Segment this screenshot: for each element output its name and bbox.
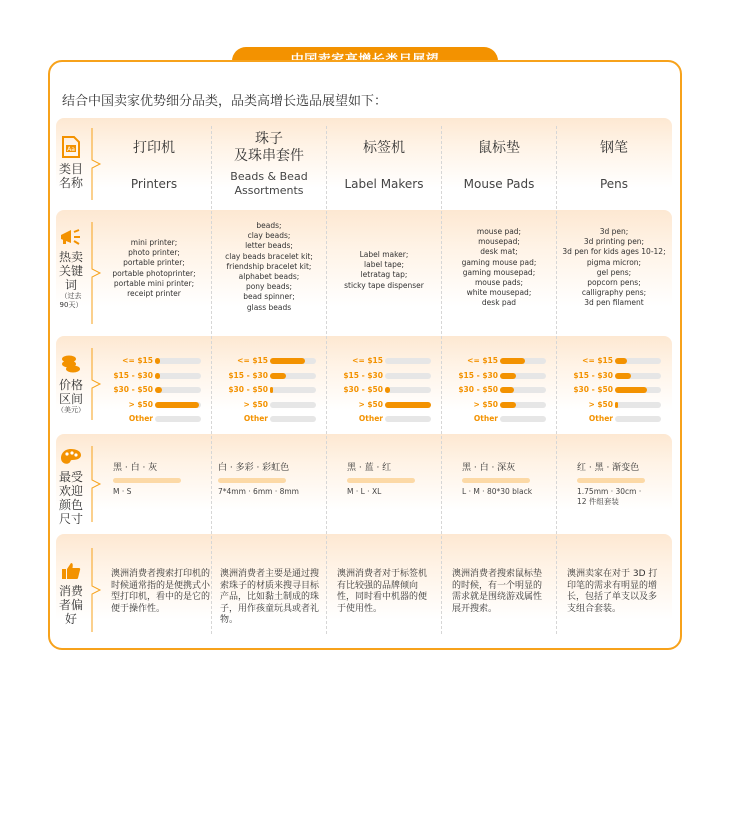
coins-icon [60,354,82,374]
color-bar [577,478,645,483]
price-range-label: $15 - $30 [228,370,268,380]
price-range-label: Other [358,414,383,423]
price-range-row [442,414,556,429]
category-name-en: Pens [599,177,629,191]
price-bar-track [385,402,431,408]
price-range-label: Other [588,414,613,423]
keyword-list: beads; clay beads; letter beads; clay beads bracelet kit; friendship bracelet kit; alphabet beads; pony beads; bead spinner; glass beads [225,221,313,312]
price-range-label: Other [473,414,498,423]
price-bar-track [385,373,431,379]
price-bar-fill [500,373,516,379]
preference-text: 澳洲消费者搜索鼠标垫的时候，有一个明显的需求就是围绕游戏属性展开搜索。 [452,569,543,614]
price-range-label: > $50 [358,399,383,409]
price-range-row [327,371,441,386]
price-range-label: $30 - $50 [228,385,268,394]
price-bar-track [500,402,546,408]
price-bar-track [500,358,546,364]
price-range-label: > $50 [243,399,268,409]
price-bar-fill [615,402,618,408]
price-range-label: $15 - $30 [573,370,613,380]
price-bar-fill [385,387,390,393]
color-bar [218,478,286,483]
price-bar-track [500,416,546,422]
price-bar-fill [500,358,525,364]
price-range-label: Other [243,414,268,423]
category-name-en: Mouse Pads [463,177,535,191]
price-range-row [97,400,211,415]
price-bar-fill [155,358,160,364]
price-bar-track [500,373,546,379]
price-range-label: $30 - $50 [573,385,613,394]
price-bar-fill [270,387,273,393]
price-bar-track [270,402,316,408]
price-range-row [442,371,556,386]
price-bar-track [155,358,201,364]
preference-text: 澳洲消费者对于标签机有比较强的品牌倾向性，同时看中机器的便于使用性。 [337,569,428,614]
colors-sizes: 白 · 多彩 · 彩虹色 7*4mm · 6mm · 8mm [218,463,299,496]
price-bar-track [155,416,201,422]
chevron-right-icon [90,444,104,524]
document-aa-icon [61,136,81,158]
price-bar-track [385,387,431,393]
category-name-en: Label Makers [344,177,424,191]
price-bar-track [615,402,661,408]
category-name-en: Beads & Bead Assortments [230,170,308,197]
colors-sizes: 黑 · 白 · 灰 M · S [105,463,211,497]
price-bar-fill [615,358,627,364]
chevron-right-icon [90,546,104,634]
price-bar-track [155,387,201,393]
keyword-list: mini printer; photo printer; portable printer; portable photoprinter; portable mini printer; receipt printer [112,238,196,299]
price-bar-track [155,373,201,379]
price-range-row [327,385,441,400]
svg-text:Aa: Aa [67,146,75,153]
keyword-list: 3d pen; 3d printing pen; 3d pen for kids ages 10-12; pigma micron; gel pens; popcorn pens; calligraphy pens; 3d pen filament [562,227,666,308]
price-range-label: $30 - $50 [458,385,498,394]
price-bar-fill [155,402,199,408]
price-range-row [212,400,326,415]
price-range-row [327,400,441,415]
price-bars [557,356,671,429]
price-range-label: > $50 [473,399,498,409]
colors-sizes: 红 · 黑 · 渐变色 1.75mm · 30cm · 12 件组套装 [569,463,671,507]
label-category: Aa 类目 名称 [56,136,86,190]
price-bar-track [270,373,316,379]
price-range-row [212,385,326,400]
preference-text: 澳洲消费者主要是通过搜索珠子的材质来搜寻目标产品，比如黏土制成的珠子，用作孩童玩具或者礼物。 [220,569,320,625]
price-bars [97,356,211,429]
label-keywords: 热卖 关键 词 （过去 90天） [56,228,86,310]
price-bar-fill [385,402,431,408]
price-bar-fill [270,373,286,379]
price-bar-track [615,416,661,422]
price-range-label: <= $15 [122,356,153,365]
price-bar-track [615,387,661,393]
price-bar-fill [155,373,160,379]
price-range-label: $15 - $30 [113,370,153,380]
price-range-row [97,414,211,429]
price-range-row [557,385,671,400]
price-bar-track [615,358,661,364]
keyword-list: Label maker; label tape; letratag tap; sticky tape dispenser [344,250,424,290]
price-bar-fill [615,387,647,393]
price-range-label: $15 - $30 [458,370,498,380]
price-range-label: $30 - $50 [113,385,153,394]
preference-text: 澳洲卖家在对于 3D 打印笔的需求有明显的增长，包括了单支以及多支组合套装。 [567,569,658,614]
price-bar-fill [270,358,305,364]
price-range-row [97,371,211,386]
price-range-row [557,414,671,429]
colors-sizes: 黑 · 白 · 深灰 L · M · 80*30 black [462,463,533,496]
price-range-row [442,400,556,415]
price-bar-track [270,416,316,422]
price-bar-fill [615,373,631,379]
thumbs-up-icon [61,562,81,580]
price-range-label: <= $15 [467,356,498,365]
price-range-row [212,356,326,371]
color-bar [113,478,181,483]
price-range-label: > $50 [128,399,153,409]
color-bar [462,478,530,483]
category-name: 标签机 [363,140,405,156]
price-range-row [557,371,671,386]
label-color: 最受 欢迎 颜色 尺寸 [56,448,86,526]
price-range-row [97,356,211,371]
price-range-row [557,356,671,371]
price-bar-track [155,402,201,408]
color-bar [347,478,415,483]
row-category [56,118,672,208]
price-bar-fill [155,387,162,393]
category-name: 珠子 及珠串套件 [234,131,304,164]
preference-text: 澳洲消费者搜索打印机的时候通常指的是便携式小型打印机，看中的是它的便于操作性。 [111,569,211,614]
megaphone-icon [59,228,83,246]
price-range-row [557,400,671,415]
price-range-row [442,356,556,371]
price-range-label: <= $15 [352,356,383,365]
price-range-label: <= $15 [582,356,613,365]
price-bar-track [270,358,316,364]
price-range-label: <= $15 [237,356,268,365]
price-range-label: $15 - $30 [343,370,383,380]
label-price: 价格 区间 （美元） [56,354,86,415]
price-bar-fill [500,387,514,393]
keyword-list: mouse pad; mousepad; desk mat; gaming mouse pad; gaming mousepad; mouse pads; white mousepad; desk pad [461,227,537,308]
category-name: 钢笔 [600,140,628,156]
price-bar-track [500,387,546,393]
price-range-row [327,414,441,429]
price-range-row [97,385,211,400]
price-range-row [212,414,326,429]
price-bars [212,356,326,429]
intro-text: 结合中国卖家优势细分品类，品类高增长选品展望如下： [62,94,388,109]
label-preference: 消费 者偏 好 [56,562,86,626]
price-bar-track [385,358,431,364]
price-bars [327,356,441,429]
category-name: 打印机 [133,140,175,156]
category-name-en: Printers [130,177,178,191]
colors-sizes: 黑 · 蓝 · 红 M · L · XL [339,463,441,497]
palette-icon [60,448,82,466]
price-range-row [442,385,556,400]
price-range-label: > $50 [588,399,613,409]
category-name: 鼠标垫 [478,140,520,156]
price-bar-track [270,387,316,393]
price-range-row [212,371,326,386]
price-bar-track [385,416,431,422]
price-bar-fill [500,402,516,408]
price-range-label: Other [128,414,153,423]
price-bars [442,356,556,429]
price-range-label: $30 - $50 [343,385,383,394]
price-range-row [327,356,441,371]
price-bar-track [615,373,661,379]
